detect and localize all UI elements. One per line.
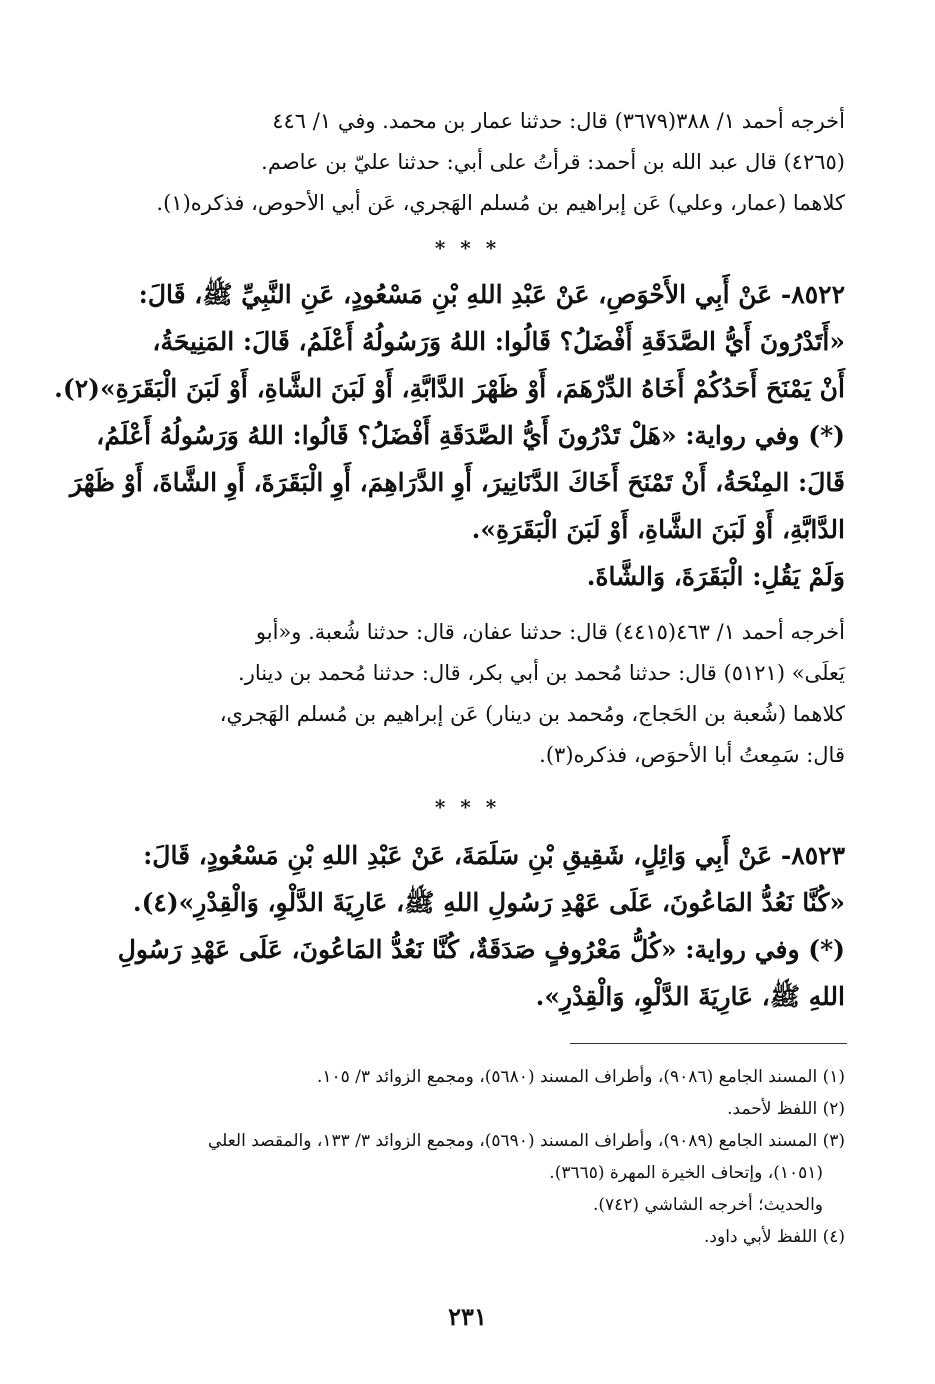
footnote-line: (١٠٥١)، وإتحاف الخيرة المهرة (٣٦٦٥). (549, 1163, 823, 1183)
takhrij-block-1 (105, 101, 845, 224)
text-line: «كُنَّا نَعُدُّ المَاعُونَ، عَلَى عَهْدِ رَسُولِ اللهِ ﷺ، عَارِيَةَ الدَّلْوِ، وَالْقِدْرِ»(٤). (132, 888, 845, 917)
footnote-line: (٤) اللفظ لأبي داود. (704, 1227, 845, 1247)
takhrij-block-2 (105, 612, 845, 776)
section-separator: * * * (434, 236, 501, 260)
text-line: قَالَ: المِنْحَةُ، أَنْ تَمْنَحَ أَخَاكَ الدَّنَانِيرَ، أَوِ الدَّرَاهِمَ، أَوِ الْبَقَرَةَ، أَوِ الشَّاةَ، أَوْ ظَهْرَ (69, 468, 845, 497)
text-line: قال: سَمِعتُ أبا الأحوَص، فذكره(٣). (539, 743, 845, 767)
text-line: يَعلَى» (٥١٢١) قال: حدثنا مُحمد بن أبي بكر، قال: حدثنا مُحمد بن دينار. (238, 661, 845, 685)
text-line: اللهِ ﷺ، عَارِيَةَ الدَّلْوِ، وَالْقِدْرِ». (535, 982, 845, 1011)
text-line: كلاهما (عمار، وعلي) عَن إبراهيم بن مُسلم الهَجري، عَن أبي الأحوص، فذكره(١). (156, 191, 845, 215)
hadith-8522 (54, 271, 845, 600)
text-line: (*) وفي رواية: «هَلْ تَدْرُونَ أَيُّ الصَّدَقَةِ أَفْضَلُ؟ قَالُوا: اللهُ وَرَسُولُهُ أَعْلَمُ، (96, 421, 845, 450)
text-line: (*) وفي رواية: «كُلُّ مَعْرُوفٍ صَدَقَةٌ، كُنَّا نَعُدُّ المَاعُونَ، عَلَى عَهْدِ رَسُولِ (117, 935, 845, 964)
text-line: «أَتَدْرُونَ أَيُّ الصَّدَقَةِ أَفْضَلُ؟ قَالُوا: اللهُ وَرَسُولُهُ أَعْلَمُ، قَالَ: المَنِيحَةُ، (152, 327, 845, 356)
text-line: ٨٥٢٣- عَنْ أَبِي وَائِلٍ، شَقِيقِ بْنِ سَلَمَةَ، عَنْ عَبْدِ اللهِ بْنِ مَسْعُودٍ، قَالَ: (143, 841, 845, 870)
section-separator: * * * (434, 795, 501, 819)
text-line: ٨٥٢٢- عَنْ أَبِي الأَحْوَصِ، عَنْ عَبْدِ اللهِ بْنِ مَسْعُودٍ، عَنِ النَّبِيِّ ﷺ، قَالَ: (138, 280, 845, 309)
text-line: (٤٢٦٥) قال عبد الله بن أحمد: قرأتُ على أبي: حدثنا عليّ بن عاصم. (261, 150, 845, 174)
hadith-8523 (105, 832, 845, 1020)
text-line: وَلَمْ يَقُلِ: الْبَقَرَةَ، وَالشَّاةَ. (586, 562, 845, 591)
text-line: أَنْ يَمْنَحَ أَحَدُكُمْ أَخَاهُ الدِّرْهَمَ، أَوْ ظَهْرَ الدَّابَّةِ، أَوْ لَبَنَ الشَّاةِ، أَوْ لَبَنَ الْبَقَرَةِ»(٢). (54, 374, 845, 403)
text-line: أخرجه أحمد ١/ ٣٨٨(٣٦٧٩) قال: حدثنا عمار بن محمد. وفي ١/ ٤٤٦ (272, 109, 845, 133)
page-number: ٢٣١ (448, 1302, 487, 1331)
text-line: كلاهما (شُعبة بن الحَجاج، ومُحمد بن دينار) عَن إبراهيم بن مُسلم الهَجري، (219, 702, 845, 726)
footnotes (105, 1061, 845, 1253)
text-line: أخرجه أحمد ١/ ٤٦٣(٤٤١٥) قال: حدثنا عفان، قال: حدثنا شُعبة. و«أبو (255, 620, 845, 644)
footnote-divider (570, 1043, 847, 1044)
footnote-line: (١) المسند الجامع (٩٠٨٦)، وأطراف المسند (٥٦٨٠)، ومجمع الزوائد ٣/ ١٠٥. (316, 1067, 845, 1087)
footnote-line: (٣) المسند الجامع (٩٠٨٩)، وأطراف المسند (٥٦٩٠)، ومجمع الزوائد ٣/ ١٣٣، والمقصد العلي (207, 1131, 845, 1151)
footnote-line: (٢) اللفظ لأحمد. (727, 1099, 845, 1119)
text-line: الدَّابَّةِ، أَوْ لَبَنَ الشَّاةِ، أَوْ لَبَنَ الْبَقَرَةِ». (471, 515, 845, 544)
footnote-line: والحديث؛ أخرجه الشاشي (٧٤٢). (592, 1195, 823, 1215)
